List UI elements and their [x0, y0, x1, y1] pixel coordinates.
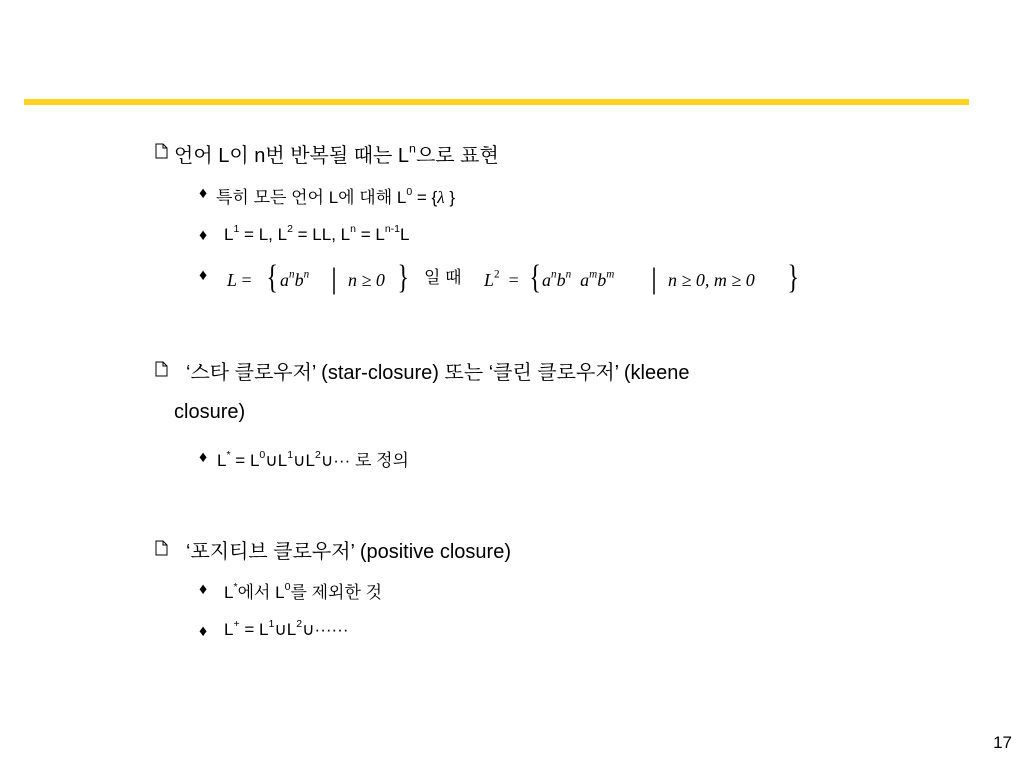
section1-sub1: 특히 모든 언어 L에 대해 $L^0 = \{\lambda$ }	[216, 186, 456, 207]
set-divider: |	[651, 262, 658, 295]
math-expression-2: $L^2$ =	[484, 268, 519, 290]
diamond-bullet-icon: ♦	[199, 185, 208, 202]
section2-heading-line1: ‘스타 클로우저’ (star-closure) 또는 ‘클린 클로우저’ (kleene	[186, 362, 690, 384]
math-condition: n ≥ 0, m ≥ 0	[668, 270, 755, 290]
page-number: 17	[993, 733, 1012, 752]
math-set-element: $a^nb^n$	[280, 268, 310, 290]
section-bullet-icon	[154, 540, 170, 558]
section-bullet-icon	[154, 361, 170, 379]
section3-sub1: L*에서 $L^0$를 제외한 것	[224, 581, 383, 602]
brace-open: {	[266, 259, 278, 296]
diamond-bullet-icon: ♦	[199, 267, 208, 284]
section-bullet-icon	[154, 143, 170, 161]
section3-heading: ‘포지티브 클로우저’ (positive closure)	[186, 541, 511, 563]
title-rule	[24, 99, 969, 105]
math-expression-1: L =	[227, 270, 252, 290]
section1-heading: 언어 L이 n번 반복될 때는 $L^n$으로 표현	[174, 141, 499, 167]
brace-open: {	[529, 259, 541, 296]
brace-close: }	[397, 259, 409, 296]
diamond-bullet-icon: ♦	[199, 581, 208, 598]
math-set-element: $a^nb^n$ $a^mb^m$	[542, 268, 615, 290]
math-condition: n ≥ 0	[348, 270, 385, 290]
diamond-bullet-icon: ♦	[199, 623, 208, 640]
section2-heading-line2: closure)	[174, 401, 246, 423]
diamond-bullet-icon: ♦	[199, 449, 208, 466]
diamond-bullet-icon: ♦	[199, 227, 208, 244]
section1-sub2: $L^1 = L$, $L^2$ = LL, $L^n = L^{n-1}L$	[224, 223, 410, 244]
section3-sub2: $L^+ = L^1\cup L^2\cup\cdot\cdot\cdot\cdot\cdot\cdot$	[224, 618, 349, 639]
math-connector: 일 때	[424, 268, 462, 287]
set-divider: |	[331, 262, 338, 295]
section2-sub1: $L^* = L^0\cup L^1\cup L^2\cup\cdot\cdot\cdot$ 로 정의	[217, 449, 409, 470]
brace-close: }	[787, 259, 799, 296]
